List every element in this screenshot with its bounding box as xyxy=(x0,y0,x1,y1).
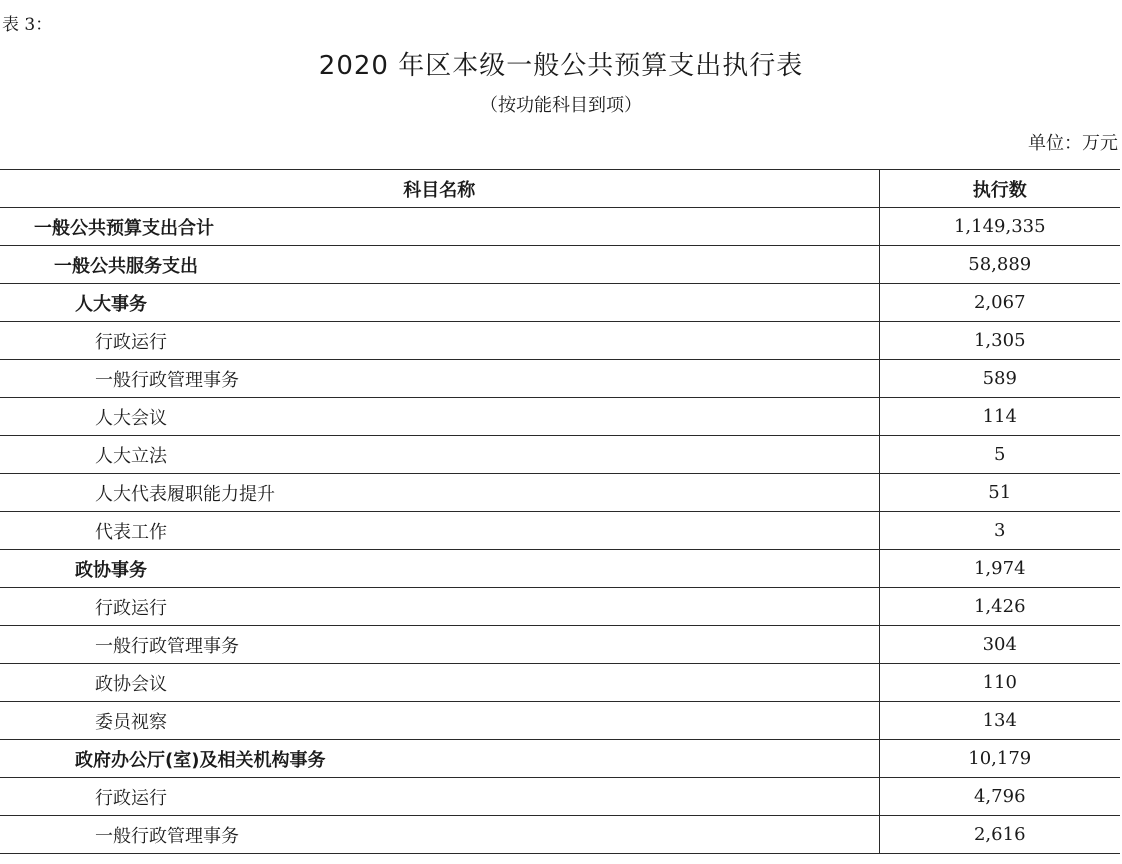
row-executed-amount: 1,974 xyxy=(879,550,1120,588)
row-executed-amount: 10,179 xyxy=(879,740,1120,778)
row-subject-name: 行政运行 xyxy=(0,322,879,360)
table-row xyxy=(0,702,1120,740)
row-subject-name: 一般行政管理事务 xyxy=(0,360,879,398)
row-subject-name: 人大事务 xyxy=(0,284,879,322)
row-subject-name: 一般行政管理事务 xyxy=(0,626,879,664)
page-title: 2020 年区本级一般公共预算支出执行表 xyxy=(318,51,804,81)
table-row xyxy=(0,208,1120,246)
row-executed-amount: 110 xyxy=(879,664,1120,702)
row-executed-amount: 134 xyxy=(879,702,1120,740)
row-executed-amount: 58,889 xyxy=(879,246,1120,284)
row-subject-name: 人大立法 xyxy=(0,436,879,474)
row-executed-amount: 114 xyxy=(879,398,1120,436)
row-executed-amount: 1,426 xyxy=(879,588,1120,626)
table-row xyxy=(0,626,1120,664)
column-header-value: 执行数 xyxy=(879,170,1120,208)
table-row xyxy=(0,474,1120,512)
table-body xyxy=(0,208,1120,854)
table-row xyxy=(0,284,1120,322)
row-executed-amount: 51 xyxy=(879,474,1120,512)
table-row xyxy=(0,512,1120,550)
table-row xyxy=(0,398,1120,436)
table-row xyxy=(0,740,1120,778)
table-label: 表 3： xyxy=(2,15,53,35)
row-subject-name: 一般公共服务支出 xyxy=(0,246,879,284)
row-executed-amount: 4,796 xyxy=(879,778,1120,816)
row-subject-name: 政协事务 xyxy=(0,550,879,588)
row-subject-name: 代表工作 xyxy=(0,512,879,550)
row-subject-name: 政协会议 xyxy=(0,664,879,702)
table-row xyxy=(0,246,1120,284)
row-executed-amount: 589 xyxy=(879,360,1120,398)
budget-table xyxy=(0,169,1120,854)
table-row xyxy=(0,436,1120,474)
column-header-name: 科目名称 xyxy=(0,170,879,208)
table-row xyxy=(0,550,1120,588)
table-row xyxy=(0,360,1120,398)
row-subject-name: 政府办公厅(室)及相关机构事务 xyxy=(0,740,879,778)
row-subject-name: 行政运行 xyxy=(0,778,879,816)
row-subject-name: 人大代表履职能力提升 xyxy=(0,474,879,512)
row-executed-amount: 3 xyxy=(879,512,1120,550)
row-subject-name: 行政运行 xyxy=(0,588,879,626)
row-executed-amount: 2,616 xyxy=(879,816,1120,854)
table-header-row xyxy=(0,170,1120,208)
unit-label: 单位：万元 xyxy=(1028,133,1118,154)
row-subject-name: 一般公共预算支出合计 xyxy=(0,208,879,246)
table-row xyxy=(0,664,1120,702)
row-executed-amount: 1,305 xyxy=(879,322,1120,360)
row-executed-amount: 5 xyxy=(879,436,1120,474)
table-row xyxy=(0,778,1120,816)
table-row xyxy=(0,322,1120,360)
page-subtitle: （按功能科目到项） xyxy=(480,95,642,116)
table-row xyxy=(0,588,1120,626)
table-row xyxy=(0,816,1120,854)
row-subject-name: 人大会议 xyxy=(0,398,879,436)
row-subject-name: 委员视察 xyxy=(0,702,879,740)
row-executed-amount: 304 xyxy=(879,626,1120,664)
row-subject-name: 一般行政管理事务 xyxy=(0,816,879,854)
row-executed-amount: 2,067 xyxy=(879,284,1120,322)
row-executed-amount: 1,149,335 xyxy=(879,208,1120,246)
